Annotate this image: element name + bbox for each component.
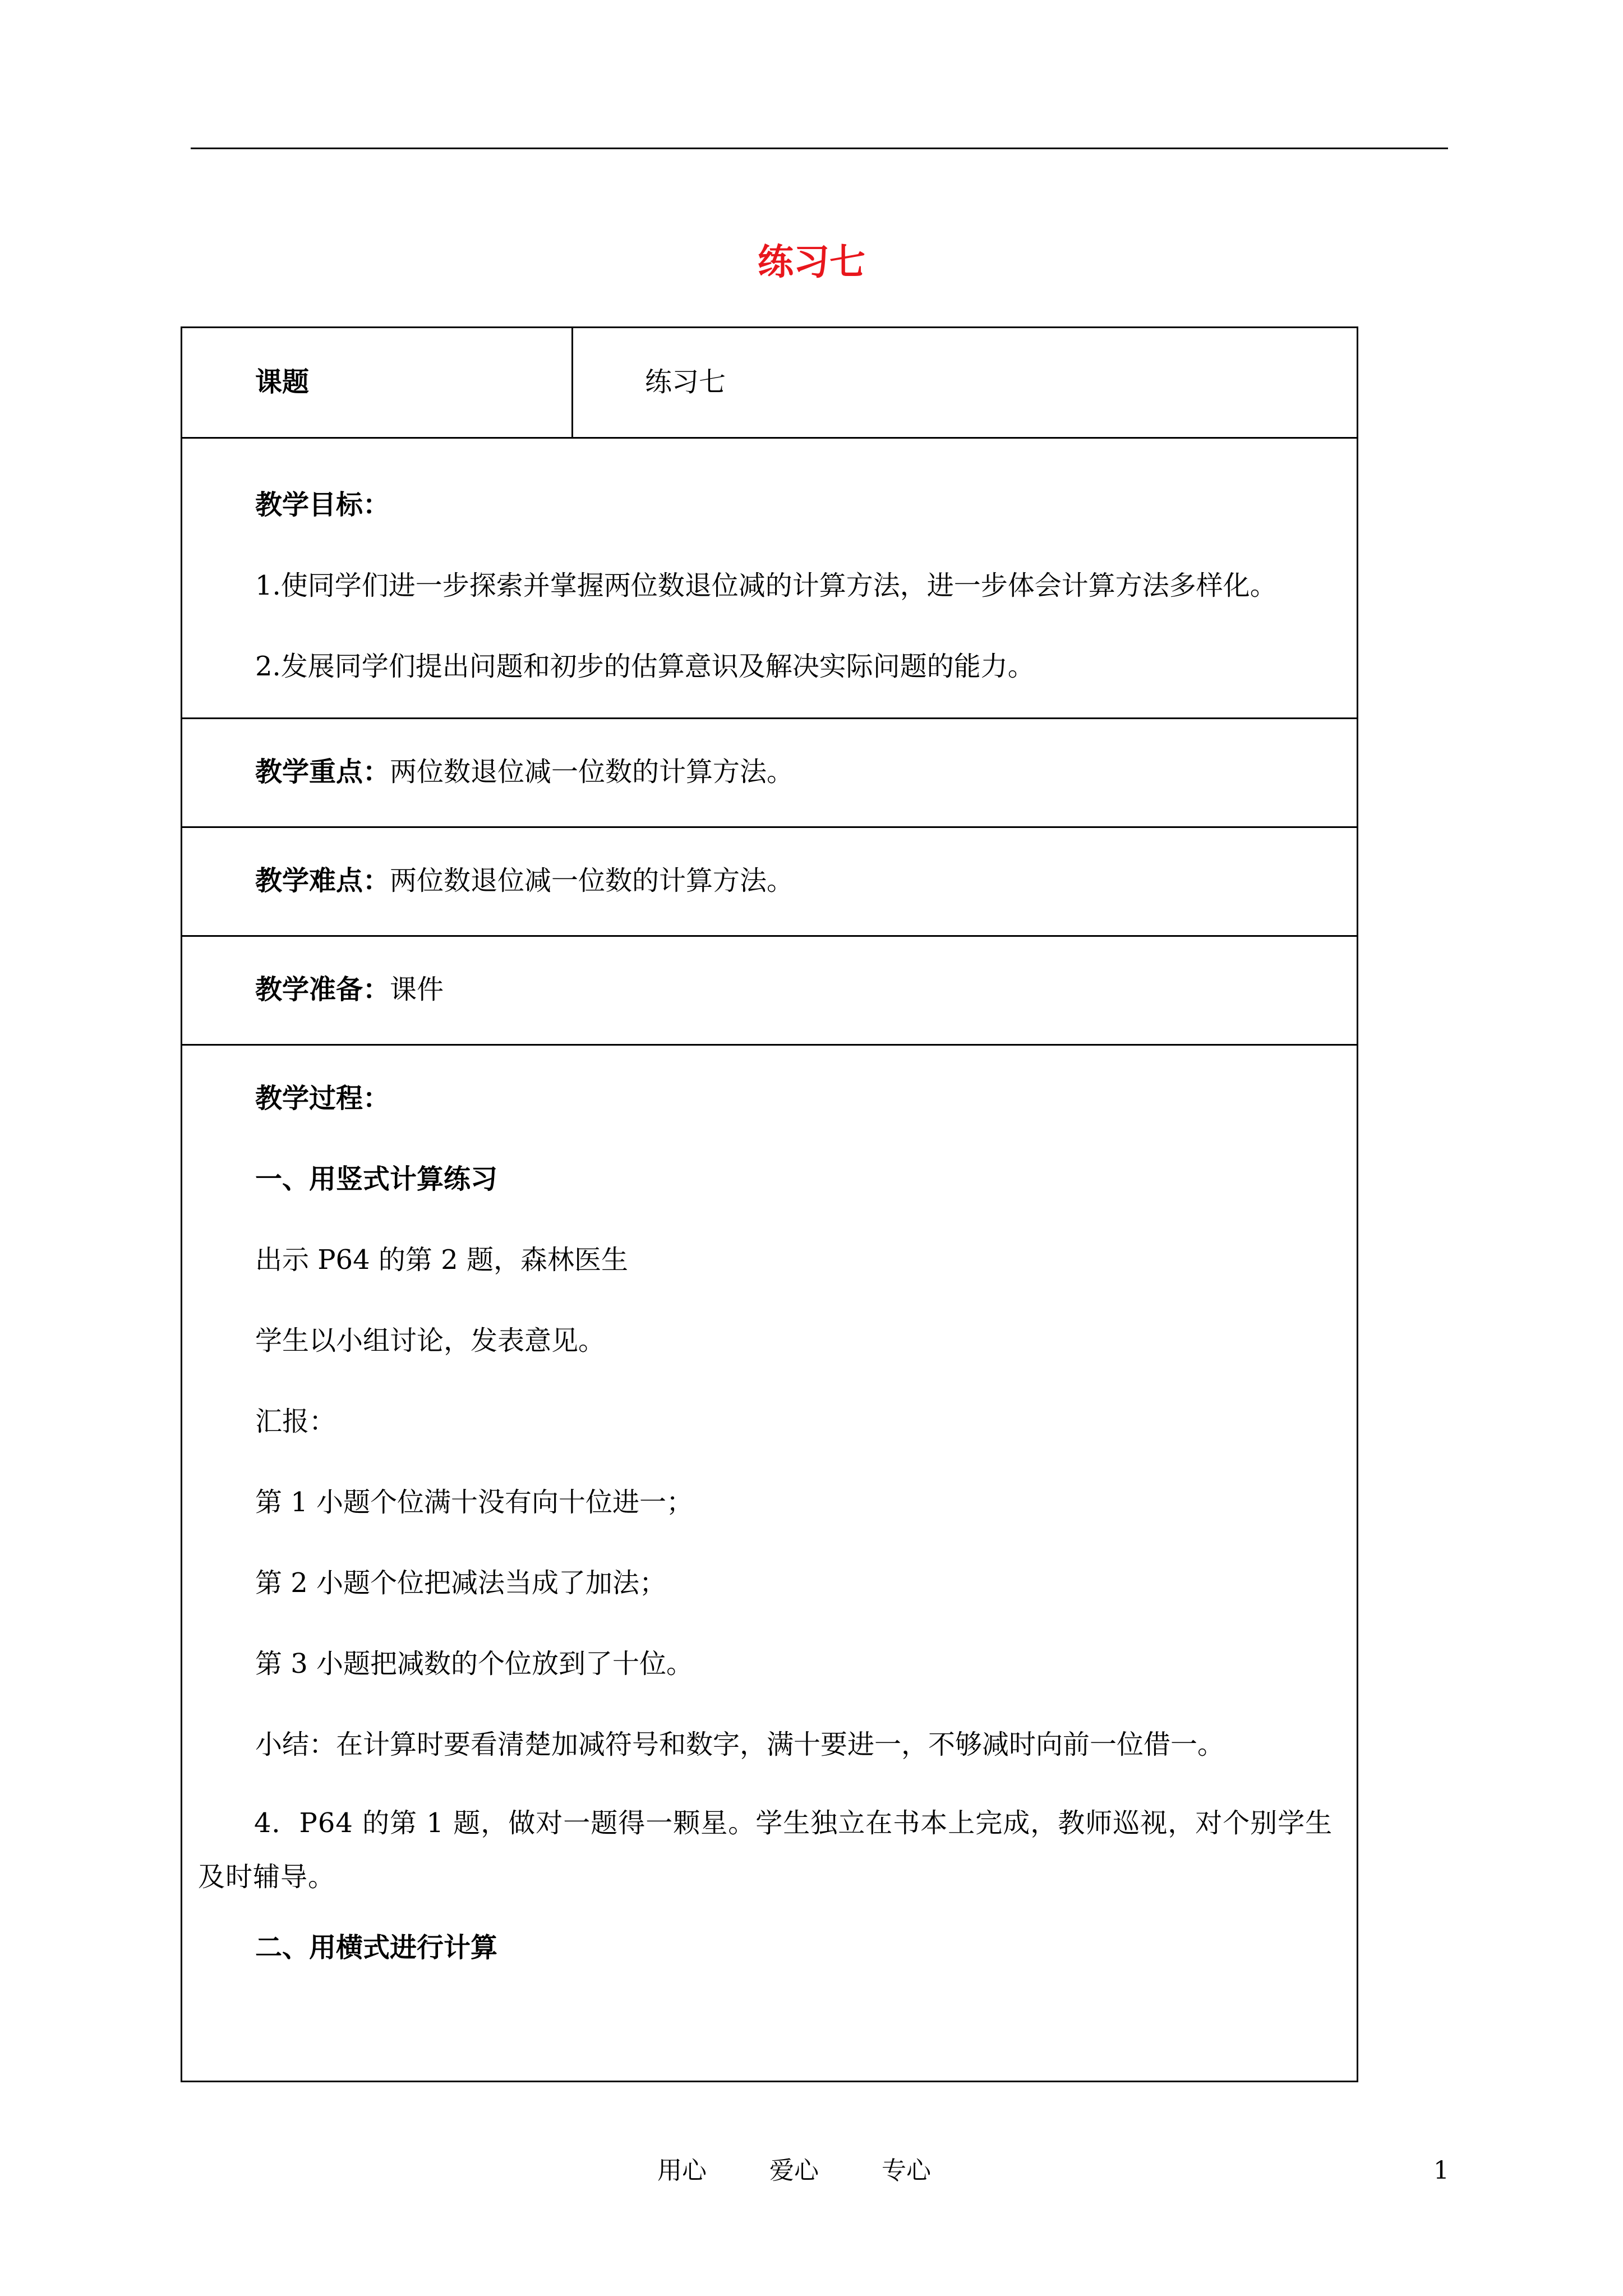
preparation-row <box>182 935 1357 1044</box>
footer-slogan-3: 专心 <box>882 2156 931 2185</box>
footer-slogan-1: 用心 <box>657 2156 707 2185</box>
goals-label: 教学目标： <box>255 489 390 521</box>
topic-label: 课题 <box>255 366 310 398</box>
key-points-row <box>182 717 1357 826</box>
process-label: 教学过程： <box>255 1083 390 1114</box>
difficulty-line <box>255 864 794 898</box>
difficulty-label: 教学难点： <box>255 865 390 896</box>
process-line: 学生以小组讨论，发表意见。 <box>255 1325 606 1356</box>
preparation-label: 教学准备： <box>255 974 390 1005</box>
preparation-value: 课件 <box>390 974 444 1005</box>
process-line: 第 1 小题个位满十没有向十位进一； <box>255 1487 694 1518</box>
header-rule <box>191 148 1448 149</box>
key-points-value: 两位数退位减一位数的计算方法。 <box>390 756 794 788</box>
teaching-goals-row <box>182 437 1357 717</box>
topic-value-cell <box>573 328 1357 437</box>
process-summary: 小结：在计算时要看清楚加减符号和数字，满十要进一，不够减时向前一位借一。 <box>255 1729 1225 1760</box>
footer-slogan-2: 爱心 <box>769 2156 819 2185</box>
section-1-heading: 一、用竖式计算练习 <box>255 1163 498 1195</box>
topic-label-cell <box>182 328 573 437</box>
goal-item-1: 1.使同学们进一步探索并掌握两位数退位减的计算方法，进一步体会计算方法多样化。 <box>255 570 1277 601</box>
key-points-line <box>255 755 794 789</box>
document-title: 练习七 <box>758 242 865 283</box>
process-line: 第 3 小题把减数的个位放到了十位。 <box>255 1648 694 1680</box>
section-2-heading: 二、用横式进行计算 <box>255 1932 498 1963</box>
process-line: 第 2 小题个位把减法当成了加法； <box>255 1567 667 1599</box>
difficulty-row <box>182 826 1357 935</box>
key-points-label: 教学重点： <box>255 756 390 788</box>
process-line: 出示 P64 的第 2 题，森林医生 <box>255 1244 628 1276</box>
goal-item-2: 2.发展同学们提出问题和初步的估算意识及解决实际问题的能力。 <box>255 651 1035 682</box>
page-number: 1 <box>1433 2156 1449 2185</box>
preparation-line <box>255 973 444 1006</box>
teaching-process-row <box>182 1044 1357 2082</box>
item-4-paragraph: 4．P64 的第 1 题，做对一题得一颗星。学生独立在书本上完成，教师巡视，对个别学生及时辅导。 <box>198 1807 1333 1893</box>
lesson-plan-table <box>181 326 1358 2082</box>
difficulty-value: 两位数退位减一位数的计算方法。 <box>390 865 794 896</box>
process-line: 汇报： <box>255 1406 336 1437</box>
topic-row <box>182 328 1357 437</box>
topic-value: 练习七 <box>645 366 726 398</box>
